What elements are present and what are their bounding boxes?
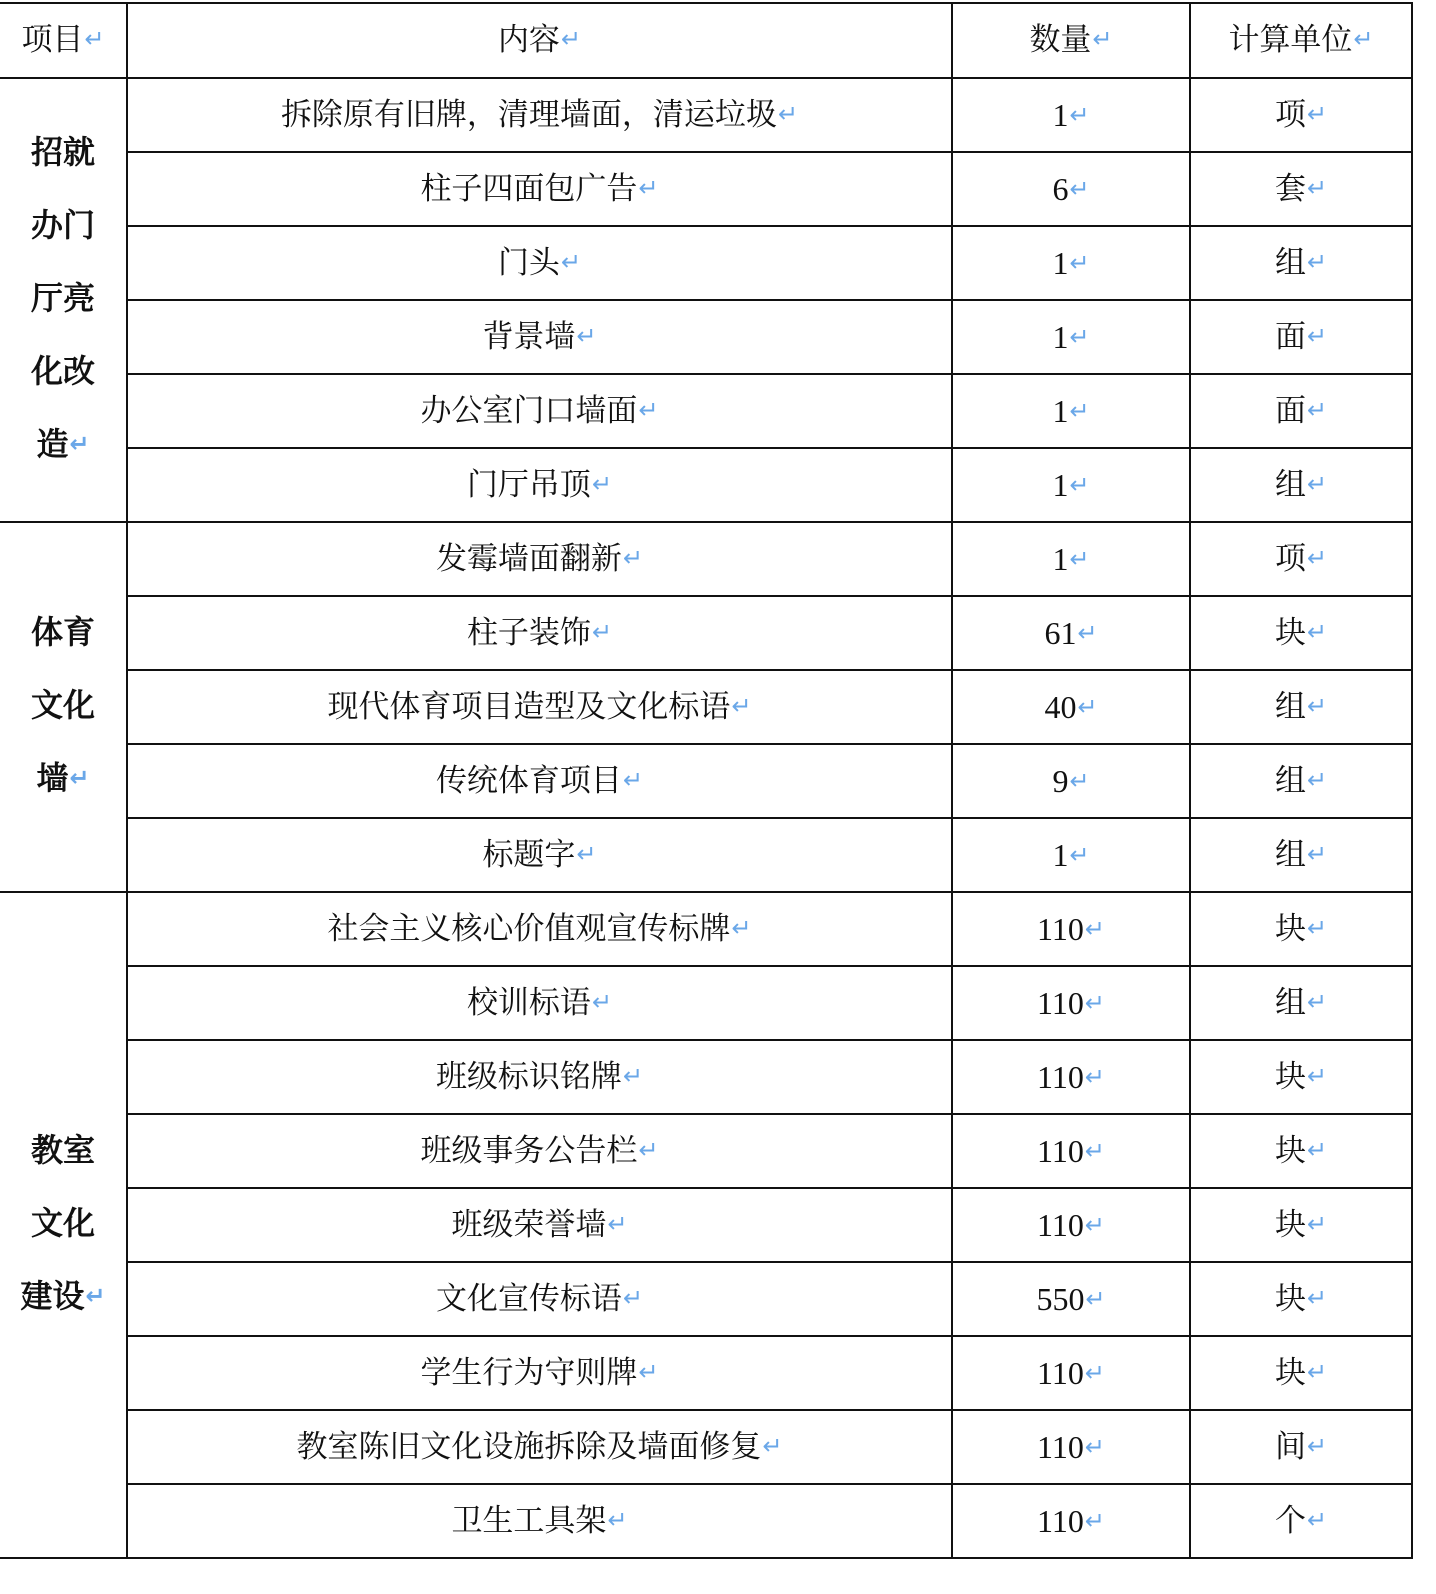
paragraph-mark-icon: ↵ (1084, 1136, 1105, 1165)
quantity-cell (952, 78, 1190, 152)
content-cell (127, 670, 952, 744)
cell-text: 卫生工具架 (451, 1502, 607, 1539)
content-cell (127, 226, 952, 300)
table-row (0, 892, 1412, 966)
paragraph-mark-icon: ↵ (1306, 321, 1328, 350)
cell-text: 110 (1037, 1502, 1084, 1539)
quantity-cell (952, 1410, 1190, 1484)
quantity-cell (952, 300, 1190, 374)
cell-text: 块 (1274, 1280, 1306, 1317)
table-row (0, 1484, 1412, 1558)
cell-text: 块 (1274, 910, 1306, 947)
category-line (0, 1114, 126, 1187)
paragraph-mark-icon: ↵ (1069, 100, 1090, 129)
cell-text: 组 (1274, 836, 1306, 873)
category-text: 招就 (30, 133, 95, 171)
paragraph-mark-icon: ↵ (1069, 248, 1090, 277)
paragraph-mark-icon: ↵ (1306, 1505, 1328, 1534)
unit-cell (1190, 1188, 1412, 1262)
paragraph-mark-icon: ↵ (607, 1209, 628, 1238)
header-quantity: 数量↵ (952, 3, 1190, 78)
quantity-cell (952, 448, 1190, 522)
paragraph-mark-icon: ↵ (622, 1283, 644, 1312)
table-row (0, 818, 1412, 892)
category-cell (0, 78, 127, 522)
unit-cell (1190, 1114, 1412, 1188)
quantity-cell (952, 818, 1190, 892)
paragraph-mark-icon: ↵ (607, 1505, 628, 1534)
unit-cell (1190, 522, 1412, 596)
paragraph-mark-icon: ↵ (591, 469, 613, 498)
category-line (0, 669, 126, 742)
content-cell (127, 966, 952, 1040)
content-cell (127, 744, 952, 818)
quantity-cell (952, 1262, 1190, 1336)
table-row (0, 226, 1412, 300)
unit-cell (1190, 892, 1412, 966)
cell-text: 110 (1037, 1428, 1084, 1465)
content-cell (127, 374, 952, 448)
cell-text: 6 (1052, 170, 1069, 207)
paragraph-mark-icon: ↵ (1306, 691, 1328, 720)
category-text: 化改 (30, 352, 95, 390)
content-cell (127, 522, 952, 596)
paragraph-mark-icon: ↵ (731, 913, 752, 942)
renovation-table (0, 2, 1413, 1559)
paragraph-mark-icon: ↵ (777, 99, 799, 128)
header-unit: 计算单位↵ (1190, 3, 1412, 78)
header-row (0, 3, 1412, 78)
cell-text: 项 (1274, 96, 1306, 133)
category-cell (0, 892, 127, 1558)
paragraph-mark-icon: ↵ (638, 395, 659, 424)
cell-text: 110 (1037, 1206, 1084, 1243)
table-row (0, 1040, 1412, 1114)
unit-cell (1190, 1262, 1412, 1336)
header-item: 项目↵ (0, 3, 127, 78)
paragraph-mark-icon: ↵ (560, 25, 582, 53)
content-cell (127, 1040, 952, 1114)
paragraph-mark-icon: ↵ (1306, 1431, 1328, 1460)
table-row (0, 1114, 1412, 1188)
paragraph-mark-icon: ↵ (1084, 914, 1105, 943)
table-row (0, 78, 1412, 152)
category-line (0, 262, 126, 335)
cell-text: 班级事务公告栏 (420, 1132, 638, 1169)
paragraph-mark-icon: ↵ (1084, 1358, 1105, 1387)
paragraph-mark-icon: ↵ (1306, 617, 1328, 646)
cell-text: 组 (1274, 244, 1306, 281)
paragraph-mark-icon: ↵ (1084, 1210, 1105, 1239)
cell-text: 柱子装饰 (466, 614, 591, 651)
paragraph-mark-icon: ↵ (1306, 469, 1328, 498)
cell-text: 组 (1274, 466, 1306, 503)
cell-text: 组 (1274, 762, 1306, 799)
quantity-cell (952, 1114, 1190, 1188)
unit-cell (1190, 744, 1412, 818)
cell-text: 班级荣誉墙 (451, 1206, 607, 1243)
unit-cell (1190, 1336, 1412, 1410)
paragraph-mark-icon: ↵ (84, 25, 105, 53)
category-text: 墙 (36, 759, 69, 797)
cell-text: 门厅吊顶 (466, 466, 591, 503)
content-cell (127, 596, 952, 670)
cell-text: 1 (1052, 318, 1069, 355)
unit-cell (1190, 966, 1412, 1040)
paragraph-mark-icon: ↵ (591, 617, 613, 646)
paragraph-mark-icon: ↵ (1069, 174, 1090, 203)
cell-text: 办公室门口墙面 (420, 392, 638, 429)
cell-text: 1 (1052, 392, 1069, 429)
paragraph-mark-icon: ↵ (622, 765, 644, 794)
quantity-cell (952, 966, 1190, 1040)
table-row (0, 300, 1412, 374)
paragraph-mark-icon: ↵ (638, 1357, 659, 1386)
quantity-cell (952, 670, 1190, 744)
paragraph-mark-icon: ↵ (591, 987, 613, 1016)
paragraph-mark-icon: ↵ (1306, 543, 1328, 572)
paragraph-mark-icon: ↵ (576, 839, 597, 868)
category-line (0, 116, 126, 189)
category-text: 厅亮 (30, 279, 95, 317)
cell-text: 1 (1052, 466, 1069, 503)
paragraph-mark-icon: ↵ (1306, 1283, 1328, 1312)
paragraph-mark-icon: ↵ (1092, 25, 1113, 53)
paragraph-mark-icon: ↵ (1077, 618, 1098, 647)
paragraph-mark-icon: ↵ (1353, 25, 1374, 53)
paragraph-mark-icon: ↵ (762, 1431, 783, 1460)
paragraph-mark-icon: ↵ (1084, 1062, 1105, 1091)
cell-text: 现代体育项目造型及文化标语 (327, 688, 731, 725)
cell-text: 项 (1274, 540, 1306, 577)
content-cell (127, 300, 952, 374)
cell-text: 间 (1274, 1428, 1306, 1465)
cell-text: 个 (1274, 1502, 1306, 1539)
cell-text: 1 (1052, 540, 1069, 577)
content-cell (127, 1410, 952, 1484)
content-cell (127, 818, 952, 892)
unit-cell (1190, 1410, 1412, 1484)
unit-cell (1190, 1484, 1412, 1558)
unit-cell (1190, 818, 1412, 892)
unit-cell (1190, 78, 1412, 152)
category-line (0, 335, 126, 408)
content-cell (127, 1188, 952, 1262)
table-row (0, 1410, 1412, 1484)
paragraph-mark-icon: ↵ (1306, 1209, 1328, 1238)
paragraph-mark-icon: ↵ (1069, 766, 1090, 795)
cell-text: 块 (1274, 1132, 1306, 1169)
paragraph-mark-icon: ↵ (560, 247, 582, 276)
quantity-cell (952, 744, 1190, 818)
paragraph-mark-icon: ↵ (622, 543, 644, 572)
cell-text: 发霉墙面翻新 (435, 540, 622, 577)
paragraph-mark-icon: ↵ (1069, 840, 1090, 869)
content-cell (127, 448, 952, 522)
table-row (0, 152, 1412, 226)
category-text: 教室 (30, 1131, 95, 1169)
category-text: 建设 (20, 1277, 85, 1315)
unit-cell (1190, 596, 1412, 670)
paragraph-mark-icon: ↵ (1306, 173, 1328, 202)
cell-text: 110 (1037, 1058, 1084, 1095)
cell-text: 块 (1274, 1058, 1306, 1095)
paragraph-mark-icon: ↵ (1306, 839, 1328, 868)
category-text: 造 (36, 425, 69, 463)
cell-text: 40 (1044, 688, 1077, 725)
paragraph-mark-icon: ↵ (1306, 1061, 1328, 1090)
paragraph-mark-icon: ↵ (1306, 765, 1328, 794)
table-row (0, 744, 1412, 818)
paragraph-mark-icon: ↵ (1084, 988, 1105, 1017)
cell-text: 110 (1037, 984, 1084, 1021)
content-cell (127, 1336, 952, 1410)
paragraph-mark-icon: ↵ (1084, 1506, 1105, 1535)
header-content: 内容↵ (127, 3, 952, 78)
paragraph-mark-icon: ↵ (1306, 987, 1328, 1016)
category-text: 办门 (30, 206, 95, 244)
unit-cell (1190, 670, 1412, 744)
paragraph-mark-icon: ↵ (1306, 1135, 1328, 1164)
cell-text: 110 (1037, 1354, 1084, 1391)
cell-text: 社会主义核心价值观宣传标牌 (327, 910, 731, 947)
paragraph-mark-icon: ↵ (1306, 913, 1328, 942)
paragraph-mark-icon: ↵ (1069, 396, 1090, 425)
content-cell (127, 78, 952, 152)
quantity-cell (952, 226, 1190, 300)
table-row (0, 966, 1412, 1040)
quantity-cell (952, 596, 1190, 670)
paragraph-mark-icon: ↵ (1084, 1432, 1105, 1461)
paragraph-mark-icon: ↵ (731, 691, 752, 720)
category-line (0, 189, 126, 262)
paragraph-mark-icon: ↵ (638, 1135, 659, 1164)
paragraph-mark-icon: ↵ (85, 1282, 106, 1310)
cell-text: 面 (1274, 318, 1306, 355)
table-row (0, 522, 1412, 596)
cell-text: 组 (1274, 688, 1306, 725)
paragraph-mark-icon: ↵ (1306, 395, 1328, 424)
unit-cell (1190, 374, 1412, 448)
cell-text: 套 (1274, 170, 1306, 207)
cell-text: 班级标识铭牌 (435, 1058, 622, 1095)
category-line (0, 1187, 126, 1260)
unit-cell (1190, 448, 1412, 522)
unit-cell (1190, 300, 1412, 374)
quantity-cell (952, 1188, 1190, 1262)
category-text: 文化 (30, 686, 95, 724)
paragraph-mark-icon: ↵ (576, 321, 597, 350)
table-body (0, 3, 1412, 1558)
table-row (0, 448, 1412, 522)
quantity-cell (952, 152, 1190, 226)
cell-text: 标题字 (482, 836, 576, 873)
paragraph-mark-icon: ↵ (69, 764, 90, 792)
category-text: 文化 (30, 1204, 95, 1242)
cell-text: 块 (1274, 1206, 1306, 1243)
cell-text: 110 (1037, 910, 1084, 947)
cell-text: 学生行为守则牌 (420, 1354, 638, 1391)
unit-cell (1190, 226, 1412, 300)
paragraph-mark-icon: ↵ (1306, 1357, 1328, 1386)
paragraph-mark-icon: ↵ (1069, 470, 1090, 499)
category-cell (0, 522, 127, 892)
cell-text: 校训标语 (466, 984, 591, 1021)
paragraph-mark-icon: ↵ (622, 1061, 644, 1090)
unit-cell (1190, 1040, 1412, 1114)
quantity-cell (952, 522, 1190, 596)
paragraph-mark-icon: ↵ (1085, 1284, 1106, 1313)
cell-text: 组 (1274, 984, 1306, 1021)
quantity-cell (952, 1336, 1190, 1410)
cell-text: 1 (1052, 96, 1069, 133)
content-cell (127, 152, 952, 226)
content-cell (127, 892, 952, 966)
cell-text: 块 (1274, 614, 1306, 651)
quantity-cell (952, 1484, 1190, 1558)
cell-text: 文化宣传标语 (435, 1280, 622, 1317)
cell-text: 9 (1052, 762, 1069, 799)
category-text: 体育 (30, 613, 95, 651)
cell-text: 传统体育项目 (435, 762, 622, 799)
cell-text: 1 (1052, 244, 1069, 281)
table-row (0, 596, 1412, 670)
category-line (0, 1260, 126, 1336)
cell-text: 61 (1044, 614, 1077, 651)
cell-text: 拆除原有旧牌，清理墙面，清运垃圾 (280, 96, 777, 133)
cell-text: 面 (1274, 392, 1306, 429)
quantity-cell (952, 1040, 1190, 1114)
category-line (0, 742, 126, 818)
table-row (0, 1336, 1412, 1410)
cell-text: 550 (1036, 1280, 1085, 1317)
paragraph-mark-icon: ↵ (1069, 544, 1090, 573)
paragraph-mark-icon: ↵ (1306, 99, 1328, 128)
content-cell (127, 1114, 952, 1188)
cell-text: 块 (1274, 1354, 1306, 1391)
table-row (0, 1188, 1412, 1262)
category-line (0, 408, 126, 484)
paragraph-mark-icon: ↵ (638, 173, 659, 202)
paragraph-mark-icon: ↵ (1077, 692, 1098, 721)
cell-text: 背景墙 (482, 318, 576, 355)
cell-text: 教室陈旧文化设施拆除及墙面修复 (296, 1428, 762, 1465)
paragraph-mark-icon: ↵ (1306, 247, 1328, 276)
category-line (0, 596, 126, 669)
content-cell (127, 1262, 952, 1336)
unit-cell (1190, 152, 1412, 226)
quantity-cell (952, 374, 1190, 448)
cell-text: 1 (1052, 836, 1069, 873)
content-cell (127, 1484, 952, 1558)
quantity-cell (952, 892, 1190, 966)
table-row (0, 1262, 1412, 1336)
table-row (0, 670, 1412, 744)
cell-text: 柱子四面包广告 (420, 170, 638, 207)
cell-text: 110 (1037, 1132, 1084, 1169)
table-row (0, 374, 1412, 448)
paragraph-mark-icon: ↵ (69, 430, 90, 458)
paragraph-mark-icon: ↵ (1069, 322, 1090, 351)
cell-text: 门头 (497, 244, 560, 281)
